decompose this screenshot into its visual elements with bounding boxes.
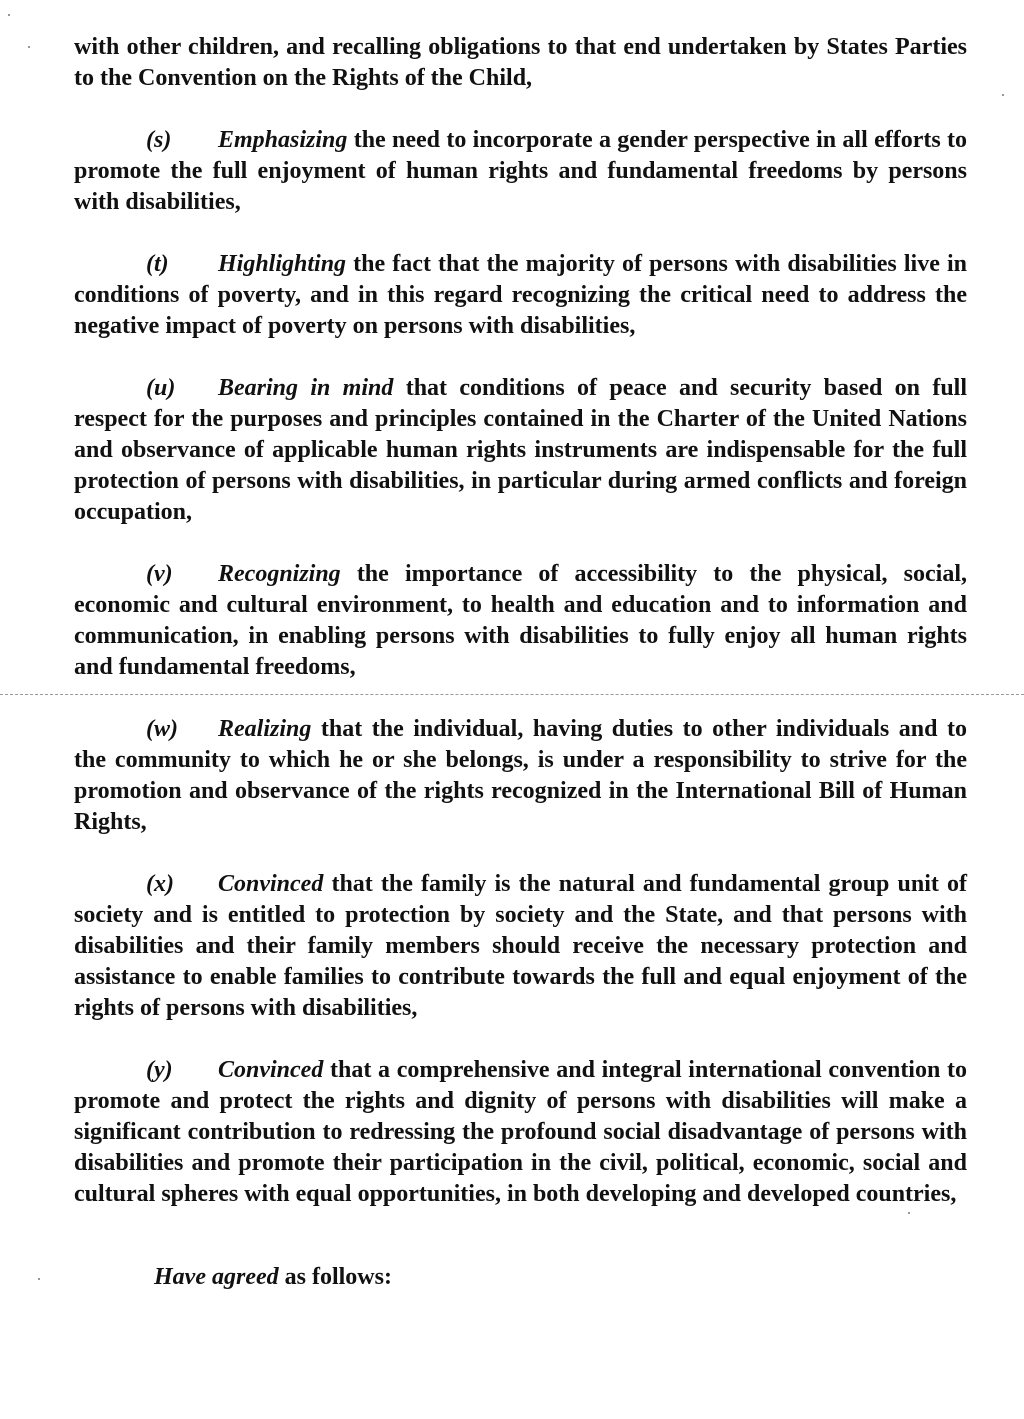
paragraph-body: that the family is the natural and fundamental group unit of society and is entitled to protection by society and the State, and that persons with disabilities and their family members should receive the necessary protection and assistance to enable families to contribute towards the full and equal enjoyment of the rights of persons with disabilities, — [74, 871, 967, 1021]
paragraph-body: the importance of accessibility to the physical, social, economic and cultural environment, to health and education and to information and communication, in enabling persons with disabilities to fully enjoy all human rights and fundamental freedoms, — [74, 561, 967, 680]
paragraph-body: that conditions of peace and security based on full respect for the purposes and principles contained in the Charter of the United Nations and observance of applicable human rights instruments are indispensable for the full protection of persons with disabilities, in particular during armed conflicts and foreign occupation, — [74, 375, 968, 525]
paragraph-v — [74, 559, 967, 683]
paragraph-letter: (x) — [146, 871, 174, 897]
paragraph-keyword: Recognizing — [218, 561, 341, 587]
intro-text: with other children, and recalling obligations to that end undertaken by States Parties to the Convention on the Rights of the Child, — [74, 34, 967, 91]
paragraph-y — [74, 1055, 967, 1210]
closing-line — [154, 1262, 392, 1293]
scan-speck — [38, 1278, 40, 1280]
closing-keyword: Have agreed — [154, 1264, 279, 1290]
intro-paragraph — [74, 32, 967, 94]
paragraph-keyword: Bearing in mind — [218, 375, 394, 401]
paragraph-letter: (w) — [146, 716, 178, 742]
paragraph-keyword: Realizing — [218, 716, 312, 742]
paragraph-body: the need to incorporate a gender perspective in all efforts to promote the full enjoyment of human rights and fundamental freedoms by persons with disabilities, — [74, 127, 967, 215]
preamble-text — [74, 32, 967, 1241]
paragraph-body: that the individual, having duties to other individuals and to the community to which he or she belongs, is under a responsibility to strive for the promotion and observance of the rights recognized in the International Bill of Human Rights, — [74, 716, 967, 835]
paragraph-s — [74, 125, 967, 218]
paragraph-u — [74, 373, 967, 528]
paragraph-letter: (s) — [146, 127, 172, 153]
paragraph-letter: (u) — [146, 375, 176, 401]
paragraph-letter: (y) — [146, 1057, 173, 1083]
scan-speck — [28, 46, 30, 48]
paragraph-body: the fact that the majority of persons with disabilities live in conditions of poverty, and in this regard recognizing the critical need to address the negative impact of poverty on persons with disabilities, — [74, 251, 967, 339]
paragraph-keyword: Convinced — [218, 1057, 324, 1083]
paragraph-body: that a comprehensive and integral international convention to promote and protect the rights and dignity of persons with disabilities will make a significant contribution to redressing the profound social disadvantage of persons with disabilities and promote their participation in the civil, political, economic, social and cultural spheres with equal opportunities, in both developing and developed countries, — [74, 1057, 967, 1207]
closing-text: as follows: — [278, 1264, 392, 1290]
scan-speck — [1002, 94, 1004, 96]
scan-fold-line — [0, 694, 1024, 695]
paragraph-letter: (t) — [146, 251, 169, 277]
scan-speck — [8, 14, 10, 16]
paragraph-keyword: Convinced — [218, 871, 324, 897]
paragraph-w — [74, 714, 967, 838]
paragraph-keyword: Highlighting — [218, 251, 347, 277]
paragraph-x — [74, 869, 967, 1024]
paragraph-keyword: Emphasizing — [218, 127, 348, 153]
paragraph-letter: (v) — [146, 561, 173, 587]
paragraph-t — [74, 249, 967, 342]
scan-speck — [908, 1212, 910, 1214]
